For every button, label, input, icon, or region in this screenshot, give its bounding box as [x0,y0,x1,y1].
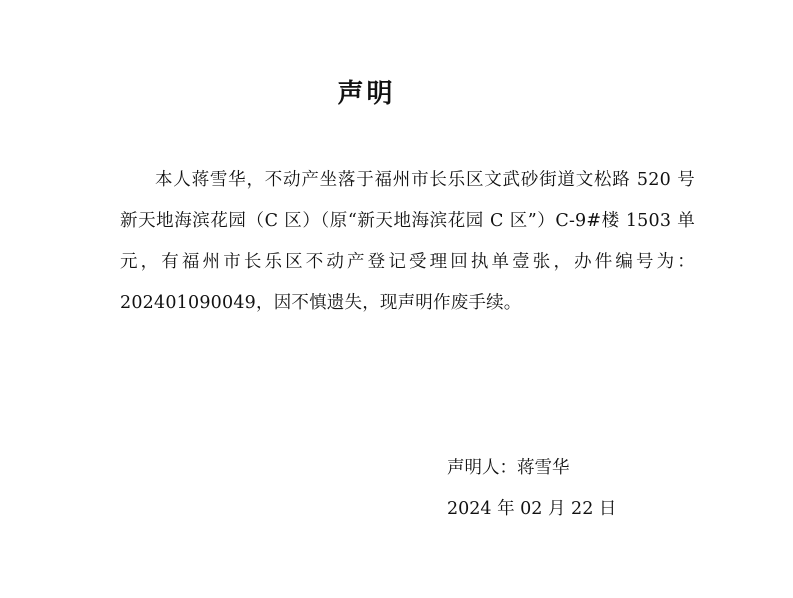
statement-body: 本人蒋雪华，不动产坐落于福州市长乐区文武砂街道文松路 520 号新天地海滨花园（C 区）（原“新天地海滨花园 C 区”）C-9#楼 1503 单元，有福州市长乐区不动产登记受理回执单壹张，办件编号为：202401090049，因不慎遗失，现声明作废手续。 [120,170,695,313]
declarant-signature: 声明人：蒋雪华 [447,458,570,478]
document-title: 声明 [337,79,396,109]
statement-date: 2024 年 02 月 22 日 [447,499,617,519]
